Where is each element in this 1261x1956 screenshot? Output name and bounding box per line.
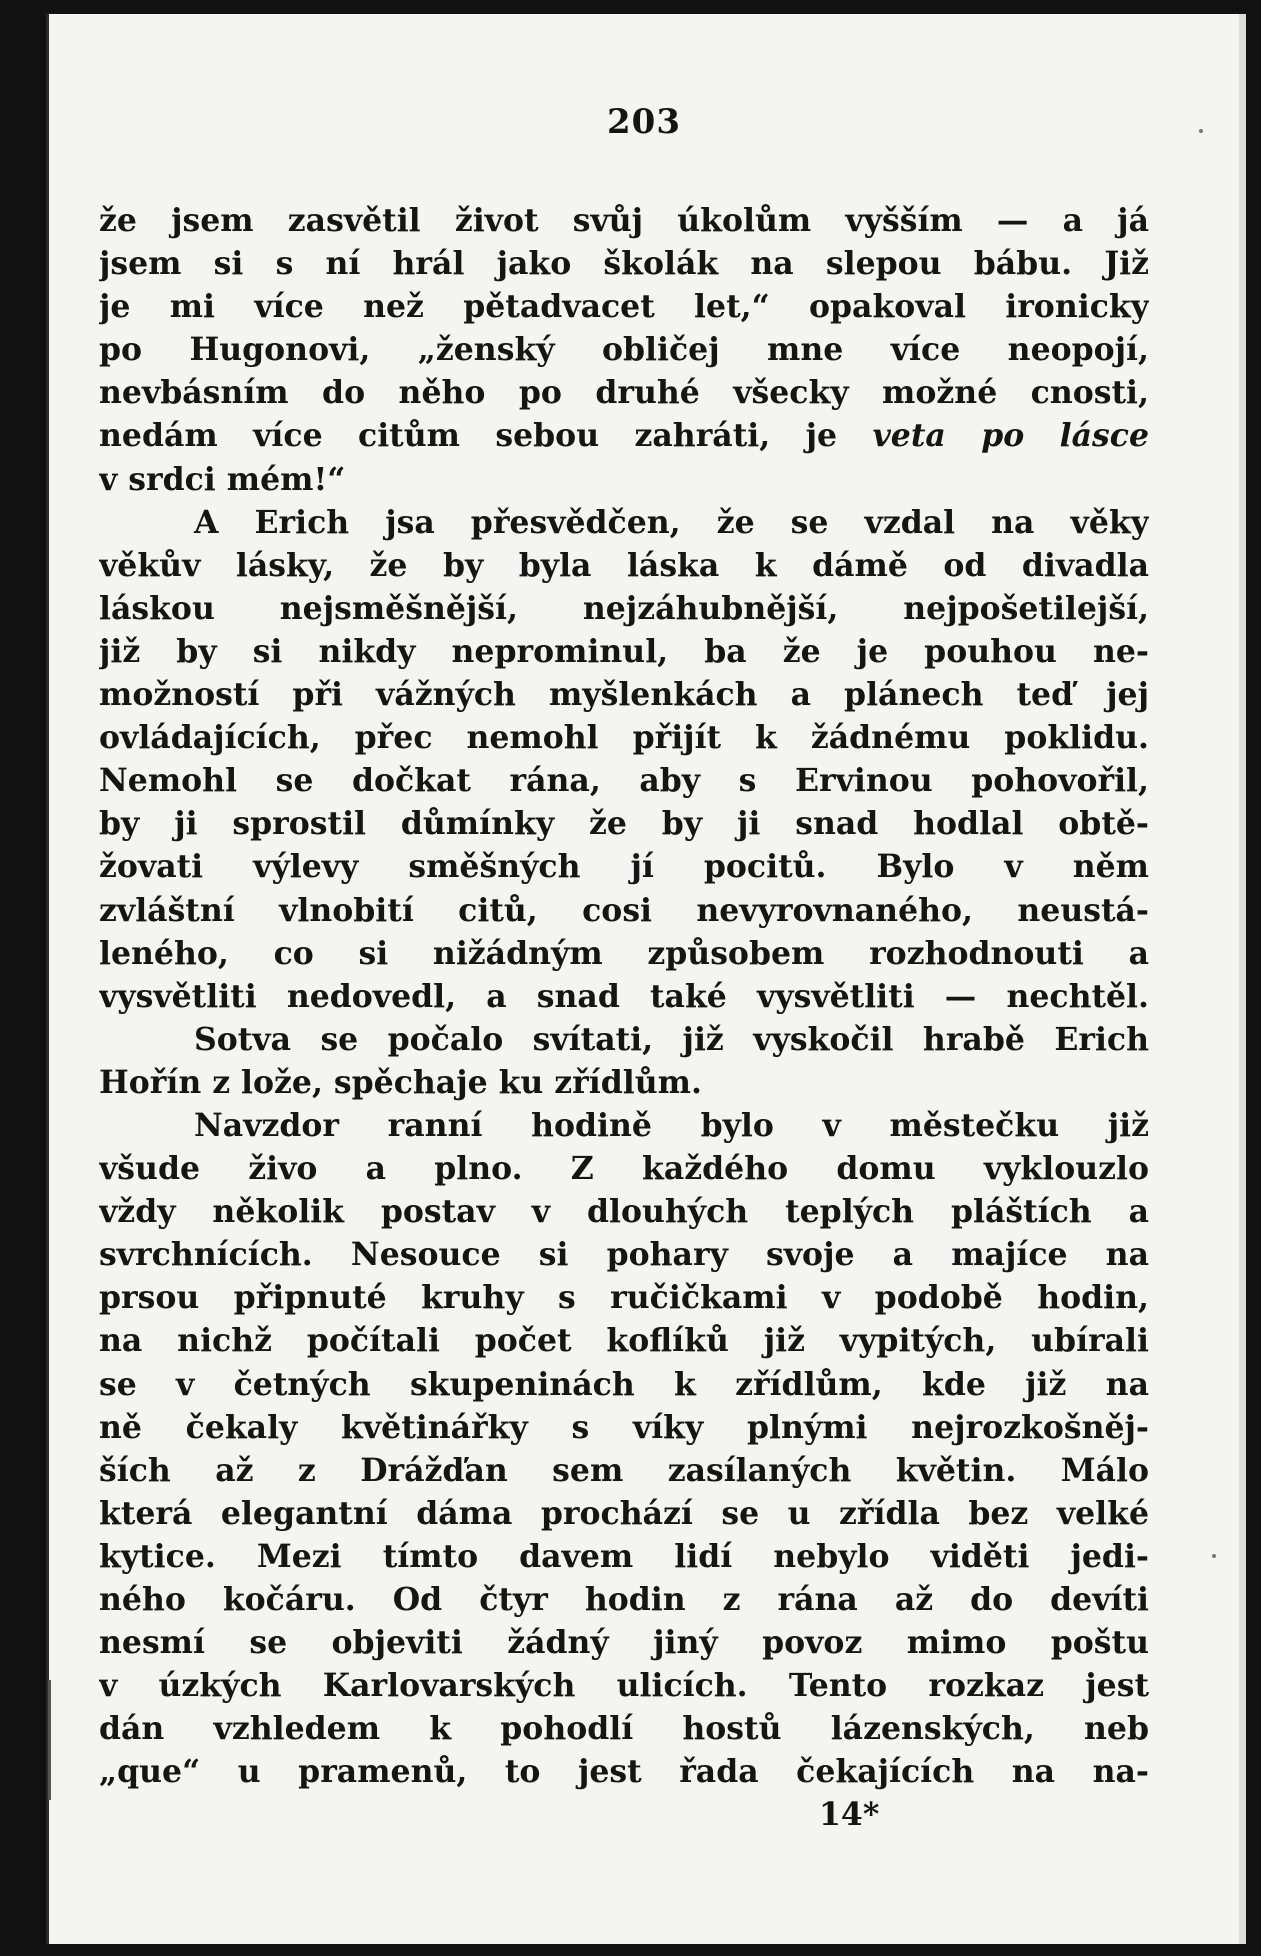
text-line: v úzkých Karlovarských ulicích. Tento rozkaz jest	[99, 1667, 1149, 1705]
text-line-part: nedám více citům sebou zahráti, je	[99, 417, 838, 455]
text-line: ovládajících, přec nemohl přijít k žádnému poklidu.	[99, 719, 1149, 757]
book-page	[46, 14, 1239, 1944]
page-number: 203	[607, 102, 681, 142]
text-line: ně čekaly květinářky s víky plnými nejrozkošněj-	[99, 1408, 1149, 1446]
text-line: jsem si s ní hrál jako školák na slepou bábu. Již	[99, 245, 1149, 283]
text-line: vysvětliti nedovedl, a snad také vysvětliti — nechtěl.	[99, 977, 1149, 1015]
text-line: Hořín z lože, spěchaje ku zřídlům.	[99, 1063, 702, 1101]
text-line: dán vzhledem k pohodlí hostů lázenských, neb	[99, 1710, 1149, 1748]
text-line: zvláštní vlnobití citů, cosi nevyrovnaného, neustá-	[99, 891, 1149, 929]
text-line: nesmí se objeviti žádný jiný povoz mimo poštu	[99, 1624, 1149, 1662]
text-line: svrchnících. Nesouce si pohary svoje a majíce na	[99, 1236, 1149, 1274]
text-line: je mi více než pětadvacet let,“ opakoval ironicky	[99, 288, 1149, 326]
signature-mark: 14*	[819, 1796, 880, 1834]
text-line: již by si nikdy neprominul, ba že je pouhou ne-	[99, 632, 1149, 670]
text-line: v srdci mém!“	[99, 460, 346, 498]
paragraph-start: Sotva se počalo svítati, již vyskočil hrabě Erich	[194, 1020, 1149, 1058]
text-line: možností při vážných myšlenkách a plánech teď jej	[99, 676, 1149, 714]
text-line: leného, co si nižádným způsobem rozhodnouti a	[99, 934, 1149, 972]
text-line: „que“ u pramenů, to jest řada čekajících na na-	[99, 1753, 1149, 1791]
text-line: že jsem zasvětil život svůj úkolům vyšším — a já	[99, 202, 1149, 239]
text-line: láskou nejsměšnější, nejzáhubnější, nejpošetilejší,	[99, 589, 1149, 627]
text-line: se v četných skupeninách k zřídlům, kde již na	[99, 1365, 1149, 1403]
paragraph-start: Navzdor ranní hodině bylo v městečku již	[194, 1106, 1149, 1144]
body-text	[99, 199, 1149, 1837]
scan-speck	[1212, 1554, 1216, 1558]
text-line: ného kočáru. Od čtyr hodin z rána až do devíti	[99, 1581, 1149, 1618]
text-line: prsou připnuté kruhy s ručičkami v podobě hodin,	[99, 1279, 1149, 1317]
text-line: po Hugonovi, „ženský obličej mne více neopojí,	[99, 331, 1149, 369]
text-line: kytice. Mezi tímto davem lidí nebylo viděti jedi-	[99, 1537, 1149, 1575]
text-line: vždy několik postav v dlouhých teplých pláštích a	[99, 1193, 1149, 1231]
text-line: žovati výlevy směšných jí pocitů. Bylo v něm	[99, 848, 1149, 886]
text-line: nevbásním do něho po druhé všecky možné cnosti,	[99, 374, 1149, 412]
text-line-with-italic	[99, 414, 1149, 457]
text-line: všude živo a plno. Z každého domu vyklouzlo	[99, 1150, 1149, 1188]
text-line: která elegantní dáma prochází se u zřídla bez velké	[99, 1494, 1149, 1532]
text-line: na nichž počítali počet koflíků již vypitých, ubírali	[99, 1322, 1149, 1360]
text-line: věkův lásky, že by byla láska k dámě od divadla	[99, 546, 1149, 584]
binding-mark	[48, 1680, 51, 1800]
text-line: Nemohl se dočkat rána, aby s Ervinou pohovořil,	[99, 762, 1149, 800]
paragraph-start: A Erich jsa přesvědčen, že se vzdal na věky	[194, 503, 1149, 541]
text-line: ších až z Drážďan sem zasílaných květin. Málo	[99, 1451, 1149, 1489]
text-line: by ji sprostil důmínky že by ji snad hodlal obtě-	[99, 805, 1149, 843]
italic-phrase: veta po lásce	[872, 417, 1149, 455]
scan-speck	[1199, 129, 1203, 133]
